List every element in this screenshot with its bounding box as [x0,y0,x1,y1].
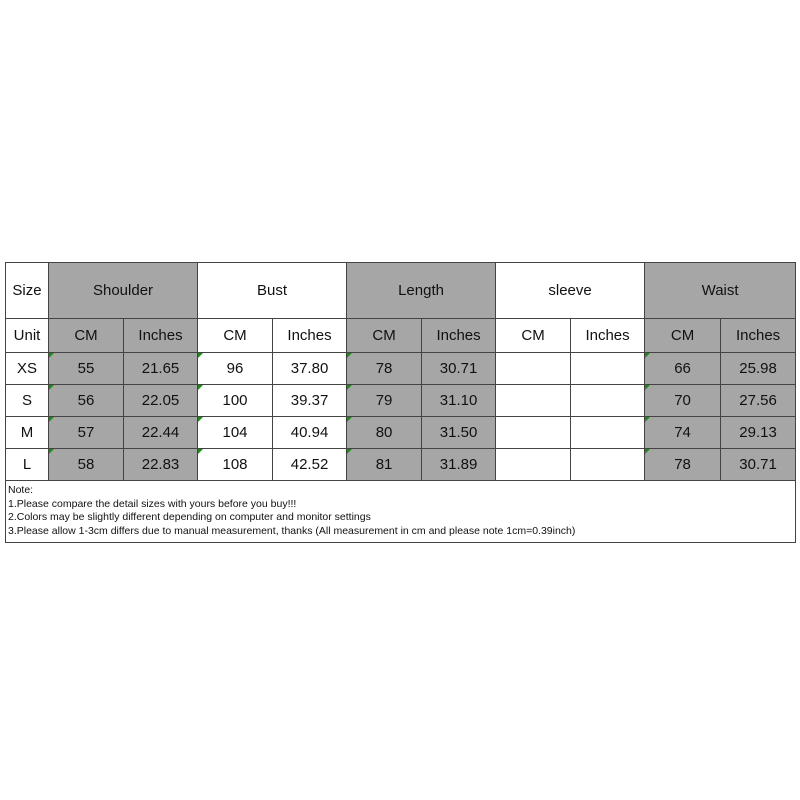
value-cell: 27.56 [721,385,796,417]
value-cell: 57 [49,417,124,449]
value-cell: 78 [645,449,721,481]
value-cell [571,385,645,417]
value-cell: 56 [49,385,124,417]
unit-cell: CM [347,319,422,353]
value-cell: 70 [645,385,721,417]
value-cell [496,353,571,385]
table-row [6,385,796,417]
unit-cell: Inches [422,319,496,353]
value-cell: 22.05 [124,385,198,417]
value-cell: 108 [198,449,273,481]
value-cell: 37.80 [273,353,347,385]
value-cell: 39.37 [273,385,347,417]
unit-cell: CM [49,319,124,353]
notes-cell [6,481,796,543]
note-line: 1.Please compare the detail sizes with yours before you buy!!! [8,497,297,510]
note-line: 2.Colors may be slightly different depending on computer and monitor settings [8,511,371,523]
value-cell [496,385,571,417]
value-cell: 81 [347,449,422,481]
unit-cell: CM [496,319,571,353]
unit-row [6,319,796,353]
value-cell: 55 [49,353,124,385]
value-cell: 29.13 [721,417,796,449]
value-cell: 100 [198,385,273,417]
value-cell: 22.44 [124,417,198,449]
value-cell: 31.89 [422,449,496,481]
value-cell: 58 [49,449,124,481]
value-cell: 79 [347,385,422,417]
value-cell [571,417,645,449]
table-row [6,449,796,481]
length-header: Length [347,263,496,319]
table-row [6,353,796,385]
value-cell: 30.71 [422,353,496,385]
size-cell: L [6,449,49,481]
size-cell: S [6,385,49,417]
value-cell: 42.52 [273,449,347,481]
value-cell: 40.94 [273,417,347,449]
value-cell: 78 [347,353,422,385]
unit-cell: Inches [124,319,198,353]
size-cell: M [6,417,49,449]
header-row [6,263,796,319]
unit-cell: Inches [571,319,645,353]
value-cell: 21.65 [124,353,198,385]
waist-header: Waist [645,263,796,319]
size-cell: XS [6,353,49,385]
value-cell [571,449,645,481]
value-cell: 80 [347,417,422,449]
size-header: Size [6,263,49,319]
unit-cell: CM [645,319,721,353]
sleeve-header: sleeve [496,263,645,319]
value-cell: 31.10 [422,385,496,417]
value-cell: 96 [198,353,273,385]
note-line: 3.Please allow 1-3cm differs due to manual measurement, thanks (All measurement in cm and please note 1cm=0.39inch) [8,524,576,537]
value-cell [571,353,645,385]
value-cell: 74 [645,417,721,449]
table-row [6,417,796,449]
value-cell: 30.71 [721,449,796,481]
size-chart-table [5,262,796,543]
unit-cell: Inches [273,319,347,353]
value-cell [496,449,571,481]
notes-title: Note: [8,484,34,496]
unit-label: Unit [6,319,49,353]
value-cell: 31.50 [422,417,496,449]
value-cell: 104 [198,417,273,449]
unit-cell: CM [198,319,273,353]
unit-cell: Inches [721,319,796,353]
shoulder-header: Shoulder [49,263,198,319]
bust-header: Bust [198,263,347,319]
value-cell: 66 [645,353,721,385]
value-cell: 25.98 [721,353,796,385]
notes-row [6,481,796,543]
value-cell [496,417,571,449]
value-cell: 22.83 [124,449,198,481]
